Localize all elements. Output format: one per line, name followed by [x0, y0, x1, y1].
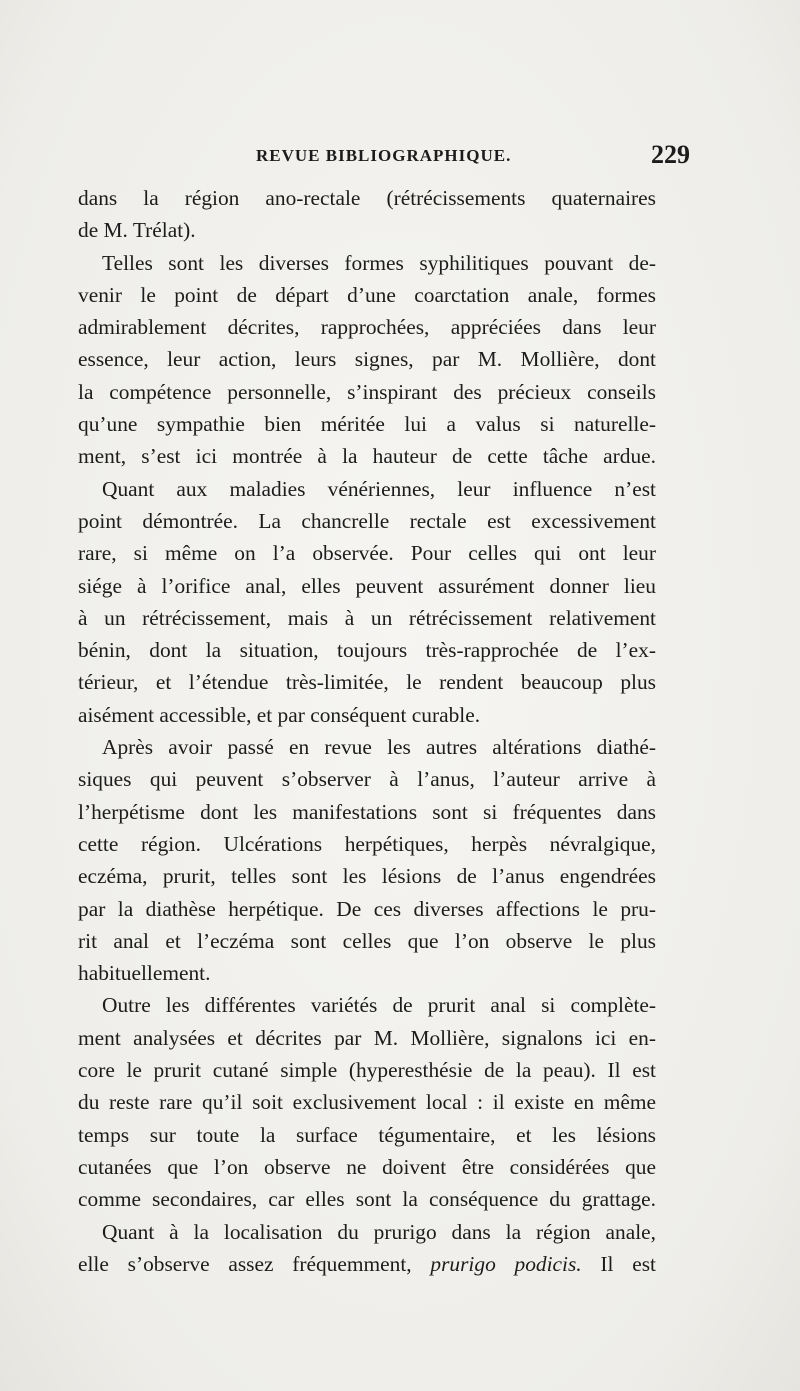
text-line: l’herpétisme dont les manifestations sont si fréquentes dans — [78, 799, 656, 824]
text-line: temps sur toute la surface tégumentaire, et les lésions — [78, 1122, 656, 1147]
text-line: venir le point de départ d’une coarctation anale, formes — [78, 282, 656, 307]
text-line: qu’une sympathie bien méritée lui a valus si naturelle- — [78, 412, 656, 437]
text-line: Telles sont les diverses formes syphilitiques pouvant de- — [102, 250, 656, 275]
text-segment: Il est — [600, 1251, 657, 1276]
text-line: ment, s’est ici montrée à la hauteur de cette tâche ardue. — [78, 444, 656, 469]
text-line: dans la région ano-rectale (rétrécissements quaternaires — [78, 186, 656, 210]
text-line-mixed — [78, 1248, 656, 1280]
text-line: aisément accessible, et par conséquent curable. — [78, 702, 481, 727]
text-line: core le prurit cutané simple (hyperesthésie de la peau). Il est — [78, 1058, 656, 1083]
running-head: REVUE BIBLIOGRAPHIQUE. — [256, 146, 512, 165]
text-line: cutanées que l’on observe ne doivent être considérées que — [78, 1154, 656, 1179]
text-line: Quant à la localisation du prurigo dans la région anale, — [102, 1219, 656, 1244]
page-header — [78, 140, 690, 174]
text-line: rit anal et l’eczéma sont celles que l’on observe le plus — [78, 928, 656, 953]
text-line: Outre les différentes variétés de prurit anal si complète- — [102, 993, 656, 1018]
text-line: point démontrée. La chancrelle rectale est excessivement — [78, 508, 656, 533]
text-line: à un rétrécissement, mais à un rétrécissement relativement — [78, 605, 656, 630]
text-line: cette région. Ulcérations herpétiques, herpès névralgique, — [78, 831, 656, 856]
text-line: ment analysées et décrites par M. Mollière, signalons ici en- — [78, 1025, 656, 1050]
text-line: Quant aux maladies vénériennes, leur influence n’est — [102, 476, 656, 501]
page-number: 229 — [651, 140, 690, 169]
text-line: térieur, et l’étendue très-limitée, le rendent beaucoup plus — [78, 670, 656, 695]
text-line: Après avoir passé en revue les autres altérations diathé- — [102, 735, 656, 760]
text-line: bénin, dont la situation, toujours très-rapprochée de l’ex- — [78, 638, 656, 663]
text-segment: elle s’observe assez fréquemment, — [78, 1251, 412, 1276]
text-line: siége à l’orifice anal, elles peuvent assurément donner lieu — [78, 573, 656, 598]
text-line: eczéma, prurit, telles sont les lésions de l’anus engendrées — [78, 864, 656, 889]
text-line: par la diathèse herpétique. De ces diverses affections le pru- — [78, 896, 656, 921]
text-line: comme secondaires, car elles sont la conséquence du grattage. — [78, 1187, 656, 1212]
text-line: la compétence personnelle, s’inspirant des précieux conseils — [78, 379, 656, 404]
text-line: de M. Trélat). — [78, 218, 196, 243]
text-line: rare, si même on l’a observée. Pour celles qui ont leur — [78, 541, 656, 566]
text-line: du reste rare qu’il soit exclusivement local : il existe en même — [78, 1090, 656, 1115]
body-text — [78, 182, 656, 1280]
italic-term: prurigo podicis. — [430, 1251, 582, 1276]
text-line: siques qui peuvent s’observer à l’anus, l’auteur arrive à — [78, 767, 656, 792]
text-line: admirablement décrites, rapprochées, appréciées dans leur — [78, 315, 656, 340]
text-line: essence, leur action, leurs signes, par M. Mollière, dont — [78, 347, 656, 372]
text-line: habituellement. — [78, 961, 211, 986]
